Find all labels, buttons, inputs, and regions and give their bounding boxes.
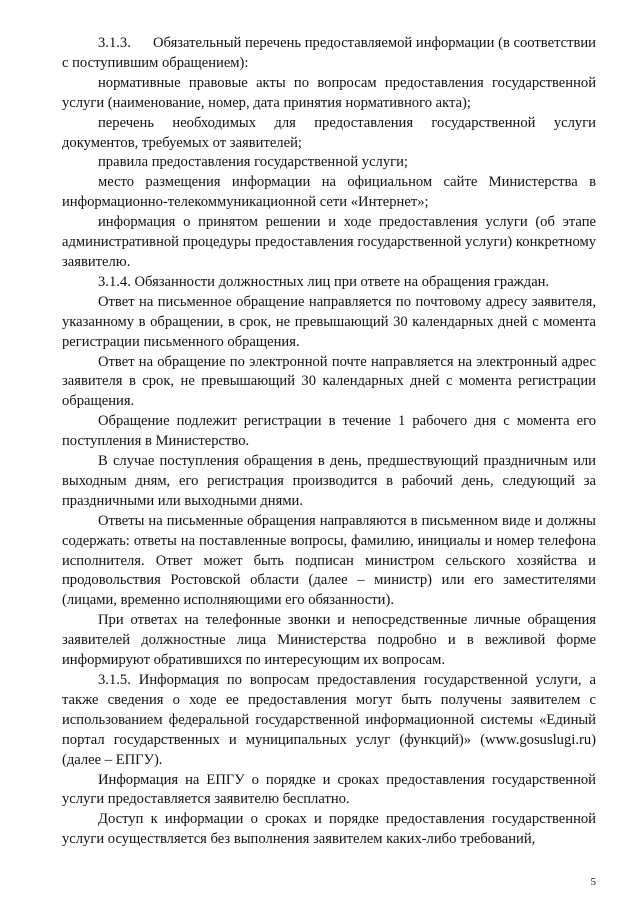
paragraph-phone-calls: При ответах на телефонные звонки и непосредственные личные обращения заявителей должностные лица Министерства подробно и в вежливой форме информируют обратившихся по интересующим их вопросам. — [62, 612, 596, 669]
paragraph-epgu-free: Информация на ЕПГУ о порядке и сроках предоставления государственной услуги предоставляется заявителю бесплатно. — [62, 771, 596, 808]
paragraph-required-documents: перечень необходимых для предоставления государственной услуги документов, требуемых от заявителей; — [62, 114, 596, 151]
paragraph-written-reply: Ответ на письменное обращение направляется по почтовому адресу заявителя, указанному в обращении, в срок, не превышающий 30 календарных дней с момента регистрации письменного обращения. — [62, 293, 596, 350]
paragraph-3-1-3: 3.1.3. Обязательный перечень предоставляемой информации (в соответствии с поступившим обращением): — [62, 35, 596, 71]
paragraph-decision-info: информация о принятом решении и ходе предоставления услуги (об этапе административной процедуры предоставления государственной услуги) конкретному заявителю. — [62, 214, 596, 270]
paragraph-3-1-4: 3.1.4. Обязанности должностных лиц при ответе на обращения граждан. — [98, 273, 550, 290]
paragraph-legal-acts: нормативные правовые акты по вопросам предоставления государственной услуги (наименование, номер, дата принятия нормативного акта); — [62, 74, 596, 111]
paragraph-3-1-5: 3.1.5. Информация по вопросам предоставления государственной услуги, а также сведения о ходе ее предоставления могут быть получены заявителем с использованием федеральной государственной информационной системы «Единый портал государственных и муниципальных услуг (функций)» (www.gosuslugi.ru) (далее – ЕПГУ). — [62, 672, 596, 768]
paragraph-access-info: Доступ к информации о сроках и порядке предоставления государственной услуги осуществляется без выполнения заявителем каких-либо требований, — [62, 811, 596, 848]
paragraph-registration: Обращение подлежит регистрации в течение 1 рабочего дня с момента его поступления в Министерство. — [62, 413, 596, 450]
paragraph-holiday-registration: В случае поступления обращения в день, предшествующий праздничным или выходным дням, его регистрация производится в рабочий день, следующий за праздничными или выходными днями. — [62, 453, 596, 509]
paragraph-email-reply: Ответ на обращение по электронной почте направляется на электронный адрес заявителя в срок, не превышающий 30 календарных дней с момента регистрации обращения. — [62, 353, 596, 410]
paragraph-reply-content: Ответы на письменные обращения направляются в письменном виде и должны содержать: ответы на поставленные вопросы, фамилию, инициалы и номер телефона исполнителя. Ответ может быть подписан министром сельского хозяйства и продовольствия Ростовской области (далее – министр) или его заместителями (лицами, временно исполняющими его обязанности). — [62, 512, 596, 609]
paragraph-website-location: место размещения информации на официальном сайте Министерства в информационно-телекоммуникационной сети «Интернет»; — [62, 174, 596, 211]
paragraph-service-rules: правила предоставления государственной услуги; — [98, 154, 408, 171]
page-number: 5 — [590, 876, 596, 888]
